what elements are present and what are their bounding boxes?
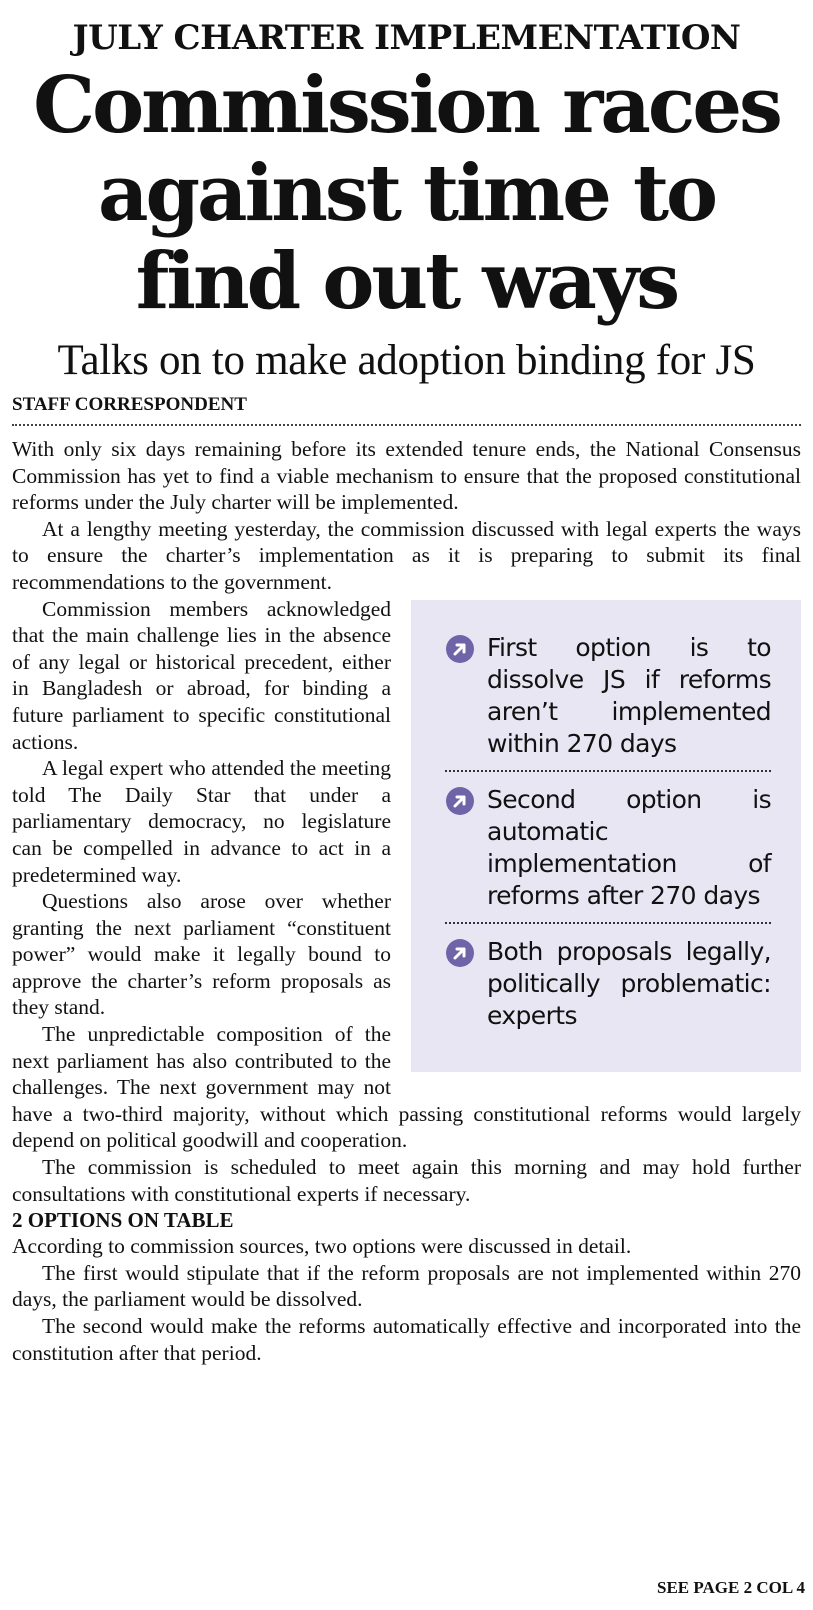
- arrow-circle-icon: [445, 634, 475, 664]
- highlights-box: [411, 600, 801, 1072]
- paragraph: Questions also arose over whether granting the next parliament “constituent power” would make it legally bound to approve the charter’s reform proposals as they stand.: [12, 889, 391, 1020]
- article-body: [12, 436, 801, 1366]
- kicker: JULY CHARTER IMPLEMENTATION: [72, 18, 741, 58]
- paragraph: The second would make the reforms automatically effective and incorporated into the constitution after that period.: [12, 1314, 801, 1365]
- paragraph: A legal expert who attended the meeting told The Daily Star that under a parliamentary democracy, no legislature can be compelled in advance to act in a predetermined way.: [12, 756, 391, 887]
- arrow-circle-icon: [445, 786, 475, 816]
- byline: STAFF CORRESPONDENT: [12, 394, 801, 426]
- highlight-item: [445, 624, 771, 770]
- paragraph: The first would stipulate that if the reform proposals are not implemented within 270 days, the parliament would be dissolved.: [12, 1260, 801, 1312]
- continuation-note: SEE PAGE 2 COL 4: [657, 1578, 805, 1597]
- headline: Commission races against time to find out ways: [33, 60, 780, 327]
- paragraph: Commission members acknowledged that the main challenge lies in the absence of any legal or historical precedent, either in Bangladesh or abroad, for binding a future parliament to specific constitutional actions.: [12, 596, 391, 754]
- paragraph: The unpredictable composition of the next parliament has also contributed to the challenges. The next government may not have a two-third majority, without which passing constitutional reforms would largely depend on political goodwill and cooperation.: [12, 1022, 801, 1153]
- highlight-text: Both proposals legally, politically problematic: experts: [487, 936, 771, 1030]
- highlight-item: [445, 922, 771, 1042]
- highlight-text: First option is to dissolve JS if reforms aren’t implemented within 270 days: [487, 632, 771, 758]
- paragraph: With only six days remaining before its extended tenure ends, the National Consensus Commission has yet to find a viable mechanism to ensure that the proposed constitutional reforms under the July charter will be implemented.: [12, 437, 801, 515]
- arrow-circle-icon: [445, 938, 475, 968]
- highlight-item: [445, 770, 771, 922]
- paragraph: According to commission sources, two options were discussed in detail.: [12, 1234, 632, 1259]
- section-heading: 2 OPTIONS ON TABLE: [12, 1208, 234, 1233]
- subhead: Talks on to make adoption binding for JS: [57, 337, 756, 384]
- highlight-text: Second option is automatic implementation of reforms after 270 days: [487, 784, 771, 910]
- paragraph: The commission is scheduled to meet again this morning and may hold further consultations with constitutional experts if necessary.: [12, 1155, 801, 1206]
- paragraph: At a lengthy meeting yesterday, the commission discussed with legal experts the ways to ensure the charter’s implementation as it is preparing to submit its final recommendations to the government.: [12, 516, 801, 594]
